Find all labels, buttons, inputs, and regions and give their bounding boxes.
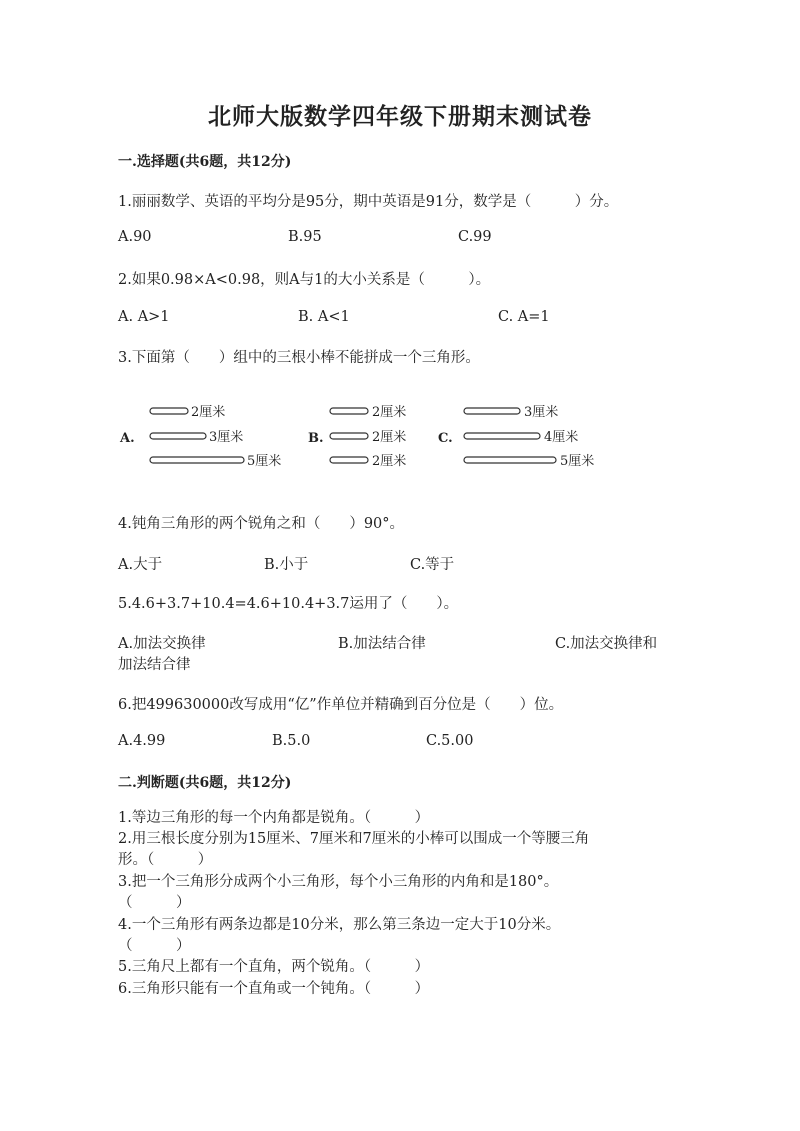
stick-c-2	[464, 433, 540, 439]
group-letter-a: A.	[120, 431, 135, 446]
judgment-item-text-continued: 形。（ ）	[118, 852, 213, 868]
question-1: 1.丽丽数学、英语的平均分是95分，期中英语是91分，数学是（ ）分。	[118, 194, 619, 210]
option-b: B. A<1	[298, 309, 350, 325]
question-2: 2.如果0.98×A<0.98，则A与1的大小关系是（ ）。	[118, 272, 491, 288]
question-4-options	[118, 553, 698, 573]
option-c: C.5.00	[426, 733, 474, 749]
stick-label-a-3: 5厘米	[247, 454, 282, 469]
stick-a-2	[150, 433, 206, 439]
option-b: B.95	[288, 229, 322, 245]
stick-b-1	[330, 408, 368, 414]
option-a: A.大于	[118, 557, 163, 573]
judgment-item-6	[118, 979, 429, 1000]
judgment-item-text-continued: （ ）	[118, 895, 191, 911]
judgment-item-text: 2.用三根长度分别为15厘米、7厘米和7厘米的小棒可以围成一个等腰三角	[118, 831, 590, 847]
judgment-item-text: 1.等边三角形的每一个内角都是锐角。（ ）	[118, 810, 430, 826]
option-a: A.4.99	[118, 733, 166, 749]
question-5: 5.4.6+3.7+10.4=4.6+10.4+3.7运用了（ ）。	[118, 596, 459, 612]
stick-label-b-1: 2厘米	[372, 405, 407, 420]
option-a: A. A>1	[118, 309, 170, 325]
judgment-item-text: 3.把一个三角形分成两个小三角形，每个小三角形的内角和是180°。	[118, 874, 559, 890]
section-heading-judgment: 二.判断题(共6题，共12分)	[118, 775, 292, 791]
question-5-option-c-continued: 加法结合律	[118, 657, 191, 673]
judgment-item-4	[118, 915, 560, 957]
page-title: 北师大版数学四年级下册期末测试卷	[208, 103, 592, 130]
stick-label-c-2: 4厘米	[544, 430, 579, 445]
stick-b-3	[330, 457, 368, 463]
option-c: C.等于	[410, 557, 455, 573]
question-1-options	[118, 229, 698, 249]
judgment-item-text-continued: （ ）	[118, 938, 191, 954]
option-b: B.小于	[264, 557, 309, 573]
judgment-item-1	[118, 808, 429, 829]
judgment-item-5	[118, 957, 429, 978]
stick-label-c-3: 5厘米	[560, 454, 595, 469]
question-2-options	[118, 309, 698, 329]
question-3: 3.下面第（ ）组中的三根小棒不能拼成一个三角形。	[118, 350, 480, 366]
stick-label-a-1: 2厘米	[191, 405, 226, 420]
judgment-item-text: 5.三角尺上都有一个直角，两个锐角。（ ）	[118, 959, 430, 975]
stick-a-3	[150, 457, 244, 463]
option-c: C.加法交换律和	[555, 636, 658, 652]
option-c: C. A=1	[498, 309, 550, 325]
option-b: B.5.0	[272, 733, 311, 749]
judgment-item-text: 4.一个三角形有两条边都是10分米，那么第三条边一定大于10分米。	[118, 917, 561, 933]
group-letter-b: B.	[308, 431, 324, 446]
stick-c-3	[464, 457, 556, 463]
option-a: A.90	[118, 229, 152, 245]
judgment-item-3	[118, 872, 558, 914]
group-letter-c: C.	[438, 431, 453, 446]
stick-diagram	[118, 398, 618, 476]
stick-label-b-3: 2厘米	[372, 454, 407, 469]
question-6-options	[118, 733, 698, 753]
stick-label-c-1: 3厘米	[524, 405, 559, 420]
stick-label-a-2: 3厘米	[209, 430, 244, 445]
option-b: B.加法结合律	[338, 636, 426, 652]
section-heading-choice: 一.选择题(共6题，共12分)	[118, 154, 292, 170]
question-5-options	[118, 632, 698, 652]
option-c: C.99	[458, 229, 492, 245]
stick-c-1	[464, 408, 520, 414]
stick-a-1	[150, 408, 188, 414]
option-a: A.加法交换律	[118, 636, 206, 652]
judgment-item-2	[118, 829, 589, 871]
judgment-item-text: 6.三角形只能有一个直角或一个钝角。（ ）	[118, 981, 430, 997]
stick-b-2	[330, 433, 368, 439]
stick-label-b-2: 2厘米	[372, 430, 407, 445]
question-6: 6.把499630000改写成用“亿”作单位并精确到百分位是（ ）位。	[118, 697, 564, 713]
question-4: 4.钝角三角形的两个锐角之和（ ）90°。	[118, 516, 405, 532]
